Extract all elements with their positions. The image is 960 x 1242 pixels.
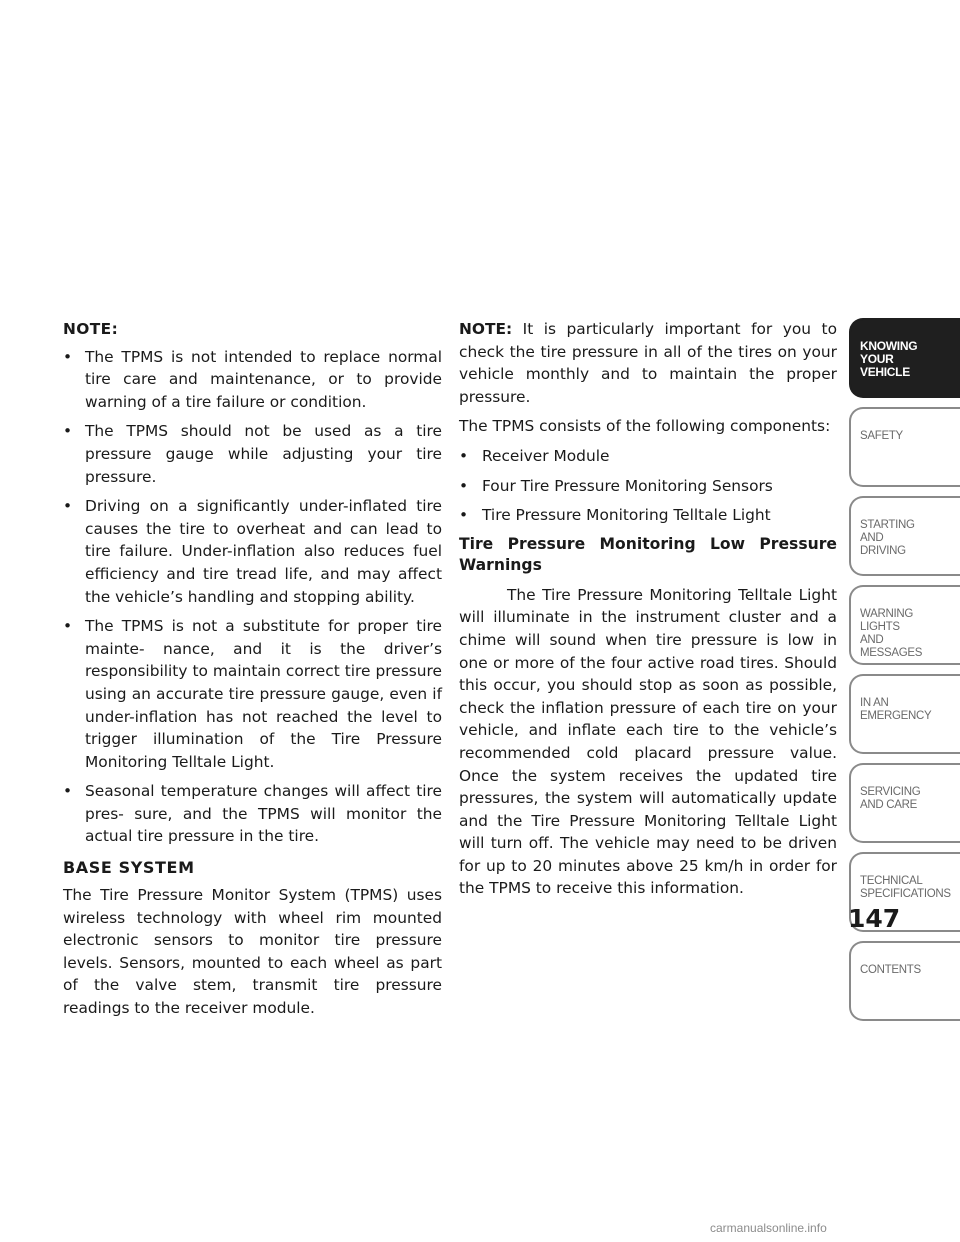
tab-starting-and-driving[interactable] — [849, 496, 960, 576]
components-intro: The TPMS consists of the following components: — [459, 417, 831, 436]
components-list — [459, 445, 837, 527]
note-paragraph — [459, 318, 837, 408]
note-text: It is particularly important for you to check the tire pressure in all of the tires on your vehicle monthly and to maintain the proper pressure. — [459, 320, 837, 406]
left-column — [63, 318, 442, 1027]
tab-label: SERVICING AND CARE — [860, 786, 921, 811]
list-item: • Seasonal temperature changes will affect tire pres- sure, and the TPMS will monitor the actual tire pressure in the tire. — [63, 780, 442, 848]
section-body: The Tire Pressure Monitor System (TPMS) uses wireless technology with wheel rim mounted electronic sensors to monitor tire pressure levels. Sensors, mounted to each wheel as part of the valve stem, transmit tire pressure readings to the receiver module. — [63, 886, 442, 1018]
list-item: • The TPMS is not a substitute for proper tire mainte- nance, and it is the driver’s responsibility to maintain correct tire pressure using an accurate tire pressure gauge, even if under-inflation has not reached the level to trigger illumination of the Tire Pressure Monitoring Telltale Light. — [63, 615, 442, 773]
right-column — [459, 318, 837, 907]
note-heading: NOTE: — [63, 320, 119, 338]
warning-body: The Tire Pressure Monitoring Telltale Light will illuminate in the instrument cluster and a chime will sound when tire pressure is low in one or more of the four active road tires. Should this occur, you should stop as soon as possible, check the inflation pressure of each tire on your vehicle, and inflate each tire to the vehicle’s recommended cold placard pressure value. Once the system receives the updated tire pressures, the system will automatically update and the Tire Pressure Monitoring Telltale Light will turn off. The vehicle may need to be driven for up to 20 minutes above 25 km/h in order for the TPMS to receive this information. — [459, 585, 837, 898]
subheading: Tire Pressure Monitoring Low Pressure Warnings — [459, 534, 837, 574]
list-item: • The TPMS is not intended to replace normal tire care and maintenance, or to provide warning of a tire failure or condition. — [63, 346, 442, 414]
list-item: • Tire Pressure Monitoring Telltale Light — [459, 504, 837, 527]
watermark: carmanualsonline.info — [710, 1221, 827, 1235]
list-item: • Driving on a significantly under-inflated tire causes the tire to overheat and can lead to tire failure. Under-inflation also reduces fuel efficiency and tire tread life, and may affect the vehicle’s handling and stopping ability. — [63, 495, 442, 608]
note-list — [63, 346, 442, 848]
tab-in-an-emergency[interactable] — [849, 674, 960, 754]
tab-label: TECHNICAL SPECIFICATIONS — [860, 875, 951, 900]
list-item: • Four Tire Pressure Monitoring Sensors — [459, 475, 837, 498]
tab-label: SAFETY — [860, 430, 903, 442]
tab-label: WARNING LIGHTS AND MESSAGES — [860, 608, 923, 659]
tab-knowing-your-vehicle[interactable] — [849, 318, 960, 398]
tab-contents[interactable] — [849, 941, 960, 1021]
list-item: • Receiver Module — [459, 445, 837, 468]
section-heading: BASE SYSTEM — [63, 858, 195, 878]
tab-servicing-and-care[interactable] — [849, 763, 960, 843]
tab-label: CONTENTS — [860, 964, 921, 976]
tab-label: STARTING AND DRIVING — [860, 519, 915, 557]
tab-label: KNOWING YOUR VEHICLE — [860, 339, 918, 379]
list-item: • The TPMS should not be used as a tire pressure gauge while adjusting your tire pressure. — [63, 420, 442, 488]
page-number: 147 — [848, 904, 901, 933]
tab-warning-lights[interactable] — [849, 585, 960, 665]
tab-label: IN AN EMERGENCY — [860, 697, 932, 722]
note-label: NOTE: — [459, 320, 513, 338]
tab-safety[interactable] — [849, 407, 960, 487]
